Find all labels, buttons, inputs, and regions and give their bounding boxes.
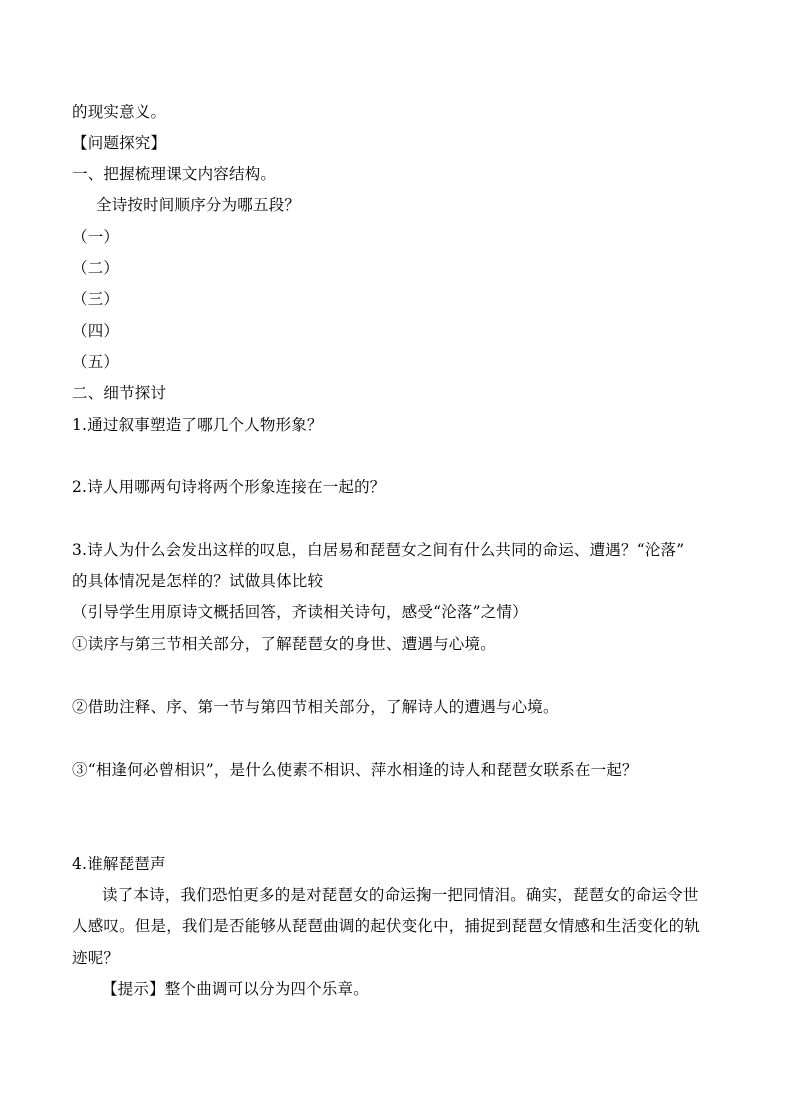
section-heading: 【问题探究】 — [72, 134, 167, 152]
text-line: 的现实意义。 — [72, 103, 167, 121]
question: 2.诗人用哪两句诗将两个形象连接在一起的？ — [72, 478, 386, 496]
sub-question: ②借助注释、序、第一节与第四节相关部分，了解诗人的遭遇与心境。 — [72, 698, 559, 716]
text-line: 二、细节探讨 — [72, 384, 167, 402]
question: 1.通过叙事塑造了哪几个人物形象？ — [72, 416, 323, 434]
text-line: 一、把握梳理课文内容结构。 — [72, 165, 277, 183]
question: 3.诗人为什么会发出这样的叹息，白居易和琵琶女之间有什么共同的命运、遭遇？“沦落” — [72, 541, 685, 559]
hint-line: 【提示】整个曲调可以分为四个乐章。 — [102, 980, 369, 998]
list-item: （四） — [72, 322, 120, 340]
list-item: （三） — [72, 290, 120, 308]
list-item: （二） — [72, 259, 120, 277]
list-item: （一） — [72, 228, 120, 246]
question: 4.谁解琵琶声 — [72, 855, 166, 873]
text-line: 读了本诗，我们恐怕更多的是对琵琶女的命运掬一把同情泪。确实，琵琶女的命运令世 — [102, 886, 699, 904]
text-line: 全诗按时间顺序分为哪五段？ — [96, 196, 301, 214]
text-line: 人感叹。但是，我们是否能够从琵琶曲调的起伏变化中，捕捉到琵琶女情感和生活变化的轨 — [72, 917, 701, 935]
sub-question: ③“相逢何必曾相识”，是什么使素不相识、萍水相逢的诗人和琵琶女联系在一起？ — [72, 761, 638, 779]
list-item: （五） — [72, 353, 120, 371]
text-line: 的具体情况是怎样的？试做具体比较 — [72, 572, 324, 590]
text-line: 迹呢？ — [72, 949, 120, 967]
text-line: （引导学生用原诗文概括回答，齐读相关诗句，感受“沦落”之情） — [72, 603, 528, 621]
sub-question: ①读序与第三节相关部分，了解琵琶女的身世、遭遇与心境。 — [72, 635, 496, 653]
